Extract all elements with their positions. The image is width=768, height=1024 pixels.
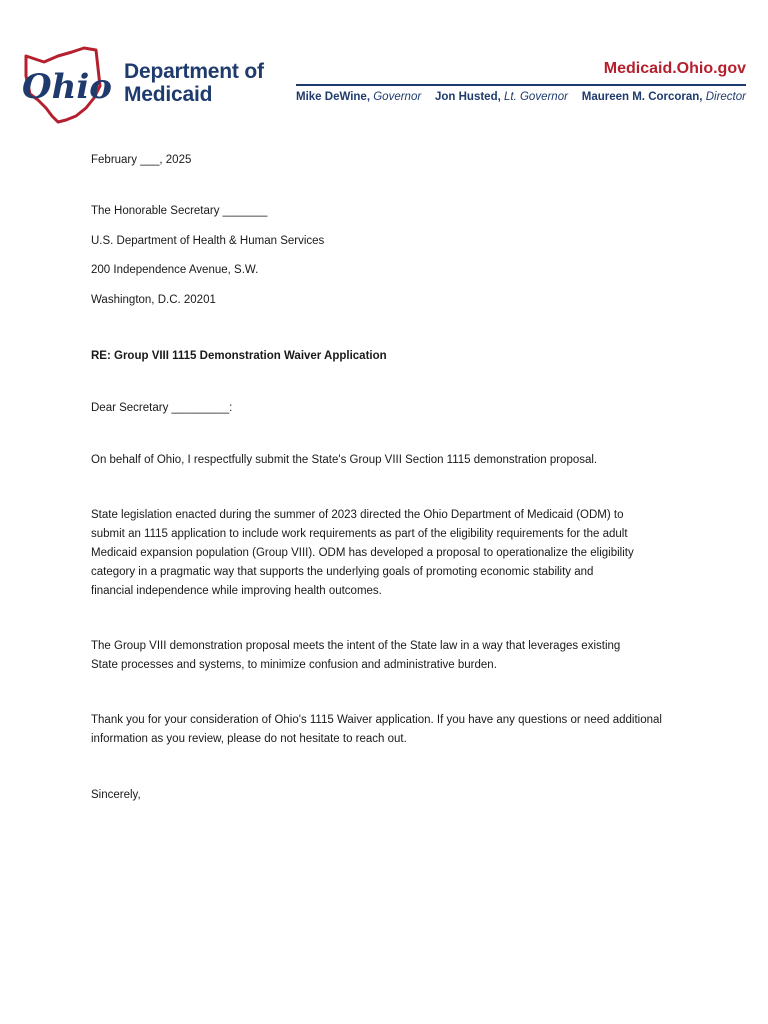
paragraph-line: Medicaid expansion population (Group VIII). ODM has developed a proposal to operationalize the eligibility	[91, 547, 634, 559]
letter-date: February ___, 2025	[91, 154, 192, 166]
ohio-logo-icon	[18, 46, 114, 124]
official-lt-governor	[435, 91, 568, 103]
paragraph-line: State legislation enacted during the summer of 2023 directed the Ohio Department of Medicaid (ODM) to	[91, 509, 624, 521]
paragraph-line: The Group VIII demonstration proposal meets the intent of the State law in a way that leverages existing	[91, 640, 621, 652]
logo-wordmark: Ohio	[22, 67, 112, 107]
department-name	[124, 60, 264, 106]
paragraph-line: State processes and systems, to minimize confusion and administrative burden.	[91, 659, 497, 671]
official-director	[582, 91, 746, 103]
official-title: Lt. Governor	[504, 91, 568, 103]
official-title: Director	[705, 91, 746, 103]
paragraph-1	[91, 451, 691, 470]
paragraph-line: financial independence while improving health outcomes.	[91, 585, 382, 597]
paragraph-line: Thank you for your consideration of Ohio's 1115 Waiver application. If you have any questions or need additional	[91, 714, 662, 726]
official-governor	[296, 91, 421, 103]
subject-line: RE: Group VIII 1115 Demonstration Waiver Application	[91, 350, 387, 362]
official-name: Maureen M. Corcoran,	[581, 91, 703, 103]
letterhead	[0, 0, 768, 130]
recipient-line: Washington, D.C. 20201	[91, 294, 216, 306]
officials-list	[296, 91, 746, 103]
recipient-line: The Honorable Secretary _______	[91, 205, 268, 217]
official-name: Mike DeWine,	[296, 91, 371, 103]
salutation: Dear Secretary _________:	[91, 402, 233, 414]
paragraph-2	[91, 506, 691, 601]
paragraph-line: submit an 1115 application to include work requirements as part of the eligibility requirements for the adult	[91, 528, 628, 540]
recipient-line: U.S. Department of Health & Human Services	[91, 235, 325, 247]
paragraph-3	[91, 637, 691, 675]
paragraph-line: On behalf of Ohio, I respectfully submit the State's Group VIII Section 1115 demonstration proposal.	[91, 454, 598, 466]
paragraph-line: category in a pragmatic way that supports the underlying goals of promoting economic stability and	[91, 566, 594, 578]
official-name: Jon Husted,	[434, 91, 501, 103]
closing: Sincerely,	[91, 789, 141, 801]
paragraph-4	[91, 711, 691, 749]
official-title: Governor	[373, 91, 422, 103]
website-link[interactable]: Medicaid.Ohio.gov	[603, 60, 746, 77]
department-name-line1: Department of	[124, 60, 264, 83]
header-divider	[296, 84, 746, 86]
paragraph-line: information as you review, please do not hesitate to reach out.	[91, 733, 407, 745]
recipient-line: 200 Independence Avenue, S.W.	[91, 264, 259, 276]
department-name-line2: Medicaid	[124, 83, 213, 106]
